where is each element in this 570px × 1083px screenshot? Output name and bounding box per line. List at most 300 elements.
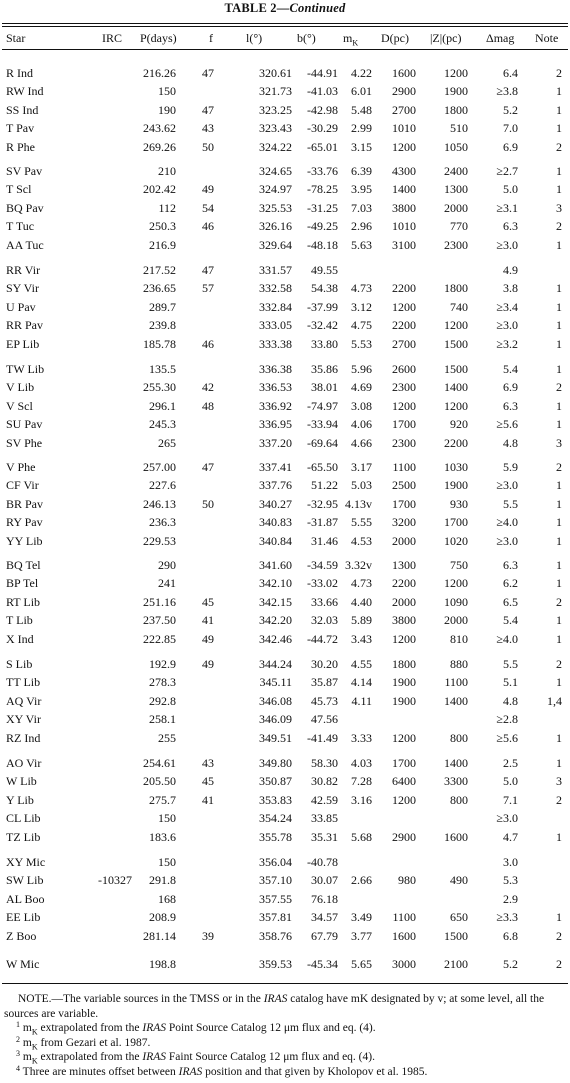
- cell-star: T Scl: [6, 182, 32, 197]
- cell-mk: 6.39: [351, 164, 372, 178]
- cell-mk: 4.13v: [345, 496, 372, 511]
- cell-z: 880: [450, 657, 468, 671]
- col-header-b: b(°): [297, 31, 316, 45]
- cell-f: 41: [202, 613, 214, 628]
- col-header-note: Note: [535, 31, 559, 45]
- cell-b: 33.66: [311, 594, 338, 609]
- cell-star: CL Lib: [6, 811, 41, 826]
- cell-period: 246.13: [143, 496, 176, 511]
- cell-note: 1: [556, 829, 562, 844]
- cell-mk: 4.53: [351, 533, 372, 548]
- cell-dmag: 2.5: [503, 756, 518, 770]
- cell-mk: 3.15: [351, 139, 372, 154]
- cell-period: 254.61: [143, 756, 176, 770]
- cell-note: 1: [556, 533, 562, 548]
- cell-period: 236.65: [143, 281, 176, 296]
- cell-d: 3800: [392, 200, 416, 215]
- cell-mk: 3.16: [351, 792, 372, 807]
- cell-period: 236.3: [149, 515, 176, 530]
- cell-l: 332.84: [259, 299, 292, 314]
- cell-f: 45: [202, 594, 214, 609]
- cell-period: 216.9: [149, 237, 176, 252]
- cell-mk: 4.22: [351, 66, 372, 80]
- cell-b: 45.73: [311, 693, 338, 708]
- cell-b: 33.80: [311, 336, 338, 351]
- cell-z: 2100: [444, 957, 468, 971]
- cell-l: 346.08: [259, 693, 292, 708]
- cell-star: SU Pav: [6, 417, 43, 432]
- table-row: [0, 910, 570, 924]
- cell-period: 296.1: [149, 398, 176, 413]
- cell-dmag: ≥3.8: [496, 84, 518, 99]
- cell-l: 344.24: [259, 657, 292, 671]
- cell-star: RY Pav: [6, 515, 43, 530]
- cell-b: -44.72: [307, 631, 338, 646]
- table-row: [0, 632, 570, 646]
- cell-l: 333.05: [259, 318, 292, 333]
- cell-star: AO Vir: [6, 756, 42, 770]
- cell-l: 326.16: [259, 219, 292, 234]
- cell-star: XY Mic: [6, 855, 46, 869]
- cell-note: 1: [556, 102, 562, 117]
- cell-l: 357.10: [259, 873, 292, 888]
- cell-period: 257.00: [143, 460, 176, 474]
- cell-l: 354.24: [259, 811, 292, 826]
- cell-period: 227.6: [149, 478, 176, 493]
- col-header-dmag: Δmag: [486, 31, 515, 45]
- cell-l: 341.60: [259, 558, 292, 572]
- cell-f: 47: [202, 66, 214, 80]
- cell-b: -42.98: [307, 102, 338, 117]
- cell-dmag: 6.9: [503, 139, 518, 154]
- cell-dmag: 4.8: [503, 693, 518, 708]
- cell-period: 217.52: [143, 263, 176, 277]
- cell-f: 54: [202, 200, 214, 215]
- cell-dmag: 5.5: [503, 657, 518, 671]
- cell-d: 2000: [392, 594, 416, 609]
- cell-b: -33.94: [307, 417, 338, 432]
- cell-star: X Ind: [6, 631, 34, 646]
- cell-d: 1900: [392, 693, 416, 708]
- cell-mk: 4.40: [351, 594, 372, 609]
- cell-note: 1: [556, 730, 562, 745]
- cell-z: 510: [450, 121, 468, 136]
- cell-b: -37.99: [307, 299, 338, 314]
- cell-mk: 4.11: [351, 693, 372, 708]
- cell-d: 2200: [392, 576, 416, 591]
- cell-d: 1200: [392, 398, 416, 413]
- cell-mk: 2.66: [351, 873, 372, 888]
- cell-f: 47: [202, 263, 214, 277]
- cell-period: 229.53: [143, 533, 176, 548]
- cell-period: 150: [158, 811, 176, 826]
- table-row: [0, 712, 570, 726]
- cell-d: 2200: [392, 318, 416, 333]
- cell-note: 3: [556, 774, 562, 789]
- cell-d: 1300: [392, 558, 416, 572]
- cell-z: 1500: [444, 336, 468, 351]
- table-row: [0, 774, 570, 788]
- cell-period: 241: [158, 576, 176, 591]
- cell-period: 112: [158, 200, 176, 215]
- table-row: [0, 417, 570, 431]
- cell-f: 49: [202, 182, 214, 197]
- table-row: [0, 892, 570, 906]
- cell-l: 342.10: [259, 576, 292, 591]
- cell-b: 67.79: [311, 928, 338, 943]
- table-row: [0, 793, 570, 807]
- cell-star: RR Pav: [6, 318, 44, 333]
- cell-mk: 4.06: [351, 417, 372, 432]
- cell-mk: 3.17: [351, 460, 372, 474]
- cell-star: SV Phe: [6, 435, 43, 450]
- cell-star: RT Lib: [6, 594, 41, 609]
- table-row: [0, 855, 570, 869]
- cell-z: 1300: [444, 182, 468, 197]
- cell-mk: 5.96: [351, 362, 372, 376]
- cell-dmag: 4.7: [503, 829, 518, 844]
- cell-mk: 4.73: [351, 281, 372, 296]
- cell-dmag: ≥3.1: [496, 200, 518, 215]
- cell-star: V Scl: [6, 398, 33, 413]
- cell-d: 3800: [392, 613, 416, 628]
- cell-z: 1020: [444, 533, 468, 548]
- bottom-rule: [2, 983, 568, 984]
- cell-dmag: 5.0: [503, 774, 518, 789]
- cell-star: YY Lib: [6, 533, 43, 548]
- cell-b: 42.59: [311, 792, 338, 807]
- cell-b: -44.91: [307, 66, 338, 80]
- cell-z: 1100: [444, 675, 468, 690]
- cell-note: 1: [556, 398, 562, 413]
- table-row: [0, 929, 570, 943]
- cell-dmag: 4.9: [503, 263, 518, 277]
- cell-mk: 4.69: [351, 380, 372, 395]
- cell-b: -30.29: [307, 121, 338, 136]
- table-row: [0, 164, 570, 178]
- cell-d: 1100: [392, 460, 416, 474]
- cell-period: 278.3: [149, 675, 176, 690]
- cell-d: 2900: [392, 829, 416, 844]
- cell-l: 359.53: [259, 957, 292, 971]
- cell-star: AL Boo: [6, 891, 45, 906]
- top-rule-2: [2, 26, 568, 27]
- cell-period: 150: [158, 855, 176, 869]
- cell-dmag: 7.0: [503, 121, 518, 136]
- cell-star: Y Lib: [6, 792, 34, 807]
- cell-dmag: 6.2: [503, 576, 518, 591]
- cell-l: 321.73: [259, 84, 292, 99]
- cell-dmag: 5.9: [503, 460, 518, 474]
- cell-z: 1200: [444, 398, 468, 413]
- cell-note: 1: [556, 675, 562, 690]
- cell-z: 1500: [444, 928, 468, 943]
- cell-star: SV Pav: [6, 164, 43, 178]
- cell-l: 337.20: [259, 435, 292, 450]
- cell-star: BP Tel: [6, 576, 39, 591]
- cell-star: TW Lib: [6, 362, 45, 376]
- cell-period: 255: [158, 730, 176, 745]
- cell-l: 358.76: [259, 928, 292, 943]
- cell-b: 31.46: [311, 533, 338, 548]
- cell-d: 2000: [392, 533, 416, 548]
- cell-mk: 5.55: [351, 515, 372, 530]
- table-row: [0, 830, 570, 844]
- cell-note: 2: [556, 792, 562, 807]
- cell-star: AA Tuc: [6, 237, 44, 252]
- cell-z: 2000: [444, 613, 468, 628]
- cell-mk: 3.77: [351, 928, 372, 943]
- table-row: [0, 399, 570, 413]
- table-row: [0, 263, 570, 277]
- cell-dmag: 6.4: [503, 66, 518, 80]
- cell-mk: 3.08: [351, 398, 372, 413]
- cell-l: 336.53: [259, 380, 292, 395]
- cell-note: 1: [556, 299, 562, 314]
- cell-star: AQ Vir: [6, 693, 42, 708]
- cell-dmag: ≥3.0: [496, 478, 518, 493]
- cell-mk: 3.95: [351, 182, 372, 197]
- cell-star: W Mic: [6, 957, 40, 971]
- cell-note: 1: [556, 478, 562, 493]
- cell-l: 349.80: [259, 756, 292, 770]
- cell-b: -34.59: [307, 558, 338, 572]
- cell-d: 1700: [392, 756, 416, 770]
- cell-mk: 6.01: [351, 84, 372, 99]
- cell-d: 3000: [392, 957, 416, 971]
- cell-z: 1400: [444, 756, 468, 770]
- cell-d: 2300: [392, 380, 416, 395]
- cell-dmag: 3.0: [503, 855, 518, 869]
- cell-period: 210: [158, 164, 176, 178]
- cell-f: 45: [202, 774, 214, 789]
- cell-d: 1010: [392, 219, 416, 234]
- cell-period: 290: [158, 558, 176, 572]
- cell-f: 43: [202, 756, 214, 770]
- cell-mk: 4.03: [351, 756, 372, 770]
- cell-dmag: 6.8: [503, 928, 518, 943]
- cell-z: 1700: [444, 515, 468, 530]
- table-row: [0, 694, 570, 708]
- col-header-f: f: [209, 31, 213, 45]
- cell-period: 281.14: [143, 928, 176, 943]
- col-header-mk: $m_K$: [343, 31, 359, 48]
- table-row: [0, 140, 570, 154]
- cell-b: 34.57: [311, 910, 338, 925]
- footnote-2: $^2$ $m_K$ from Gezari et al. 1987.: [16, 1034, 151, 1051]
- note-main: NOTE.—The variable sources in the TMSS or in the IRAS catalog have mK designated by v; at some level, all the sources are variable.: [4, 993, 545, 1020]
- cell-note: 1: [556, 362, 562, 376]
- cell-b: 30.07: [311, 873, 338, 888]
- cell-l: 340.84: [259, 533, 292, 548]
- table-row: [0, 657, 570, 671]
- cell-period: 250.3: [149, 219, 176, 234]
- cell-star: SW Lib: [6, 873, 44, 888]
- cell-dmag: 6.5: [503, 594, 518, 609]
- cell-l: 337.41: [259, 460, 292, 474]
- cell-note: 1: [556, 281, 562, 296]
- cell-z: 3300: [444, 774, 468, 789]
- cell-mk: 4.14: [351, 675, 372, 690]
- cell-period: 289.7: [149, 299, 176, 314]
- cell-dmag: 3.8: [503, 281, 518, 296]
- table-row: [0, 337, 570, 351]
- cell-f: 50: [202, 139, 214, 154]
- top-rule: [2, 23, 568, 24]
- cell-note: 2: [556, 66, 562, 80]
- cell-d: 1010: [392, 121, 416, 136]
- cell-d: 4300: [392, 164, 416, 178]
- cell-z: 1500: [444, 362, 468, 376]
- cell-d: 1700: [392, 417, 416, 432]
- table-row: [0, 84, 570, 98]
- table-row: [0, 201, 570, 215]
- cell-f: 49: [202, 657, 214, 671]
- cell-period: 239.8: [149, 318, 176, 333]
- cell-z: 1800: [444, 102, 468, 117]
- cell-z: 2200: [444, 435, 468, 450]
- cell-dmag: ≥3.0: [496, 237, 518, 252]
- cell-period: 237.50: [143, 613, 176, 628]
- cell-z: 1400: [444, 693, 468, 708]
- cell-z: 1900: [444, 478, 468, 493]
- cell-l: 336.38: [259, 362, 292, 376]
- cell-star: Z Boo: [6, 928, 37, 943]
- cell-mk: 4.73: [351, 576, 372, 591]
- table-row: [0, 362, 570, 376]
- cell-note: 3: [556, 435, 562, 450]
- cell-z: 740: [450, 299, 468, 314]
- cell-l: 357.81: [259, 910, 292, 925]
- cell-z: 1800: [444, 281, 468, 296]
- cell-b: 38.01: [311, 380, 338, 395]
- cell-b: -74.97: [307, 398, 338, 413]
- cell-note: 3: [556, 200, 562, 215]
- cell-z: 1600: [444, 829, 468, 844]
- cell-z: 1200: [444, 66, 468, 80]
- cell-dmag: 6.3: [503, 219, 518, 234]
- cell-d: 6400: [392, 774, 416, 789]
- cell-note: 1: [556, 318, 562, 333]
- cell-d: 980: [398, 873, 416, 888]
- cell-f: 57: [202, 281, 214, 296]
- cell-z: 490: [450, 873, 468, 888]
- cell-dmag: ≥3.0: [496, 811, 518, 826]
- cell-mk: 3.33: [351, 730, 372, 745]
- cell-dmag: 5.2: [503, 957, 518, 971]
- cell-z: 800: [450, 730, 468, 745]
- cell-star: S Lib: [6, 657, 33, 671]
- cell-l: 350.87: [259, 774, 292, 789]
- cell-period: 245.3: [149, 417, 176, 432]
- cell-l: 342.46: [259, 631, 292, 646]
- cell-l: 323.43: [259, 121, 292, 136]
- cell-star: XY Vir: [6, 712, 41, 727]
- table-row: [0, 558, 570, 572]
- cell-period: 205.50: [143, 774, 176, 789]
- cell-mk: 2.96: [351, 219, 372, 234]
- cell-z: 810: [450, 631, 468, 646]
- cell-d: 1200: [392, 299, 416, 314]
- cell-l: 324.22: [259, 139, 292, 154]
- cell-z: 2300: [444, 237, 468, 252]
- cell-d: 1800: [392, 657, 416, 671]
- cell-period: 183.6: [149, 829, 176, 844]
- cell-l: 325.53: [259, 200, 292, 215]
- cell-mk: 5.63: [351, 237, 372, 252]
- table-row: [0, 873, 570, 887]
- cell-period: 275.7: [149, 792, 176, 807]
- cell-dmag: ≥2.7: [496, 164, 518, 178]
- cell-l: 356.04: [259, 855, 292, 869]
- cell-dmag: ≥4.0: [496, 515, 518, 530]
- cell-irc: -10327: [98, 873, 132, 888]
- table-row: [0, 300, 570, 314]
- cell-star: T Pav: [6, 121, 35, 136]
- cell-f: 47: [202, 460, 214, 474]
- cell-star: RR Vir: [6, 263, 41, 277]
- cell-l: 323.25: [259, 102, 292, 117]
- cell-z: 2400: [444, 164, 468, 178]
- cell-b: 76.18: [311, 891, 338, 906]
- cell-dmag: ≥2.8: [496, 712, 518, 727]
- table-row: [0, 731, 570, 745]
- table-row: [0, 613, 570, 627]
- cell-d: 3200: [392, 515, 416, 530]
- table-row: [0, 957, 570, 971]
- cell-f: 42: [202, 380, 214, 395]
- table-row: [0, 182, 570, 196]
- cell-mk: 5.53: [351, 336, 372, 351]
- cell-dmag: 5.1: [503, 675, 518, 690]
- cell-period: 202.42: [143, 182, 176, 197]
- cell-period: 185.78: [143, 336, 176, 351]
- table-row: [0, 595, 570, 609]
- cell-f: 49: [202, 631, 214, 646]
- cell-l: 355.78: [259, 829, 292, 844]
- cell-z: 1200: [444, 576, 468, 591]
- cell-b: -33.02: [307, 576, 338, 591]
- cell-dmag: 5.4: [503, 362, 518, 376]
- col-header-irc: IRC: [102, 31, 123, 45]
- cell-b: -31.25: [307, 200, 338, 215]
- cell-d: 1200: [392, 631, 416, 646]
- cell-b: -33.76: [307, 164, 338, 178]
- cell-dmag: 5.4: [503, 613, 518, 628]
- cell-dmag: ≥3.3: [496, 910, 518, 925]
- cell-dmag: ≥5.6: [496, 417, 518, 432]
- cell-z: 1050: [444, 139, 468, 154]
- footnote-1: $^1$ $m_K$ extrapolated from the IRAS Point Source Catalog 12 μm flux and eq. (4).: [16, 1020, 376, 1037]
- cell-d: 1200: [392, 730, 416, 745]
- cell-b: -49.25: [307, 219, 338, 234]
- cell-mk: 4.75: [351, 318, 372, 333]
- cell-f: 46: [202, 219, 214, 234]
- cell-star: TZ Lib: [6, 829, 41, 844]
- footnote-4: $^4$ Three are minutes offset between IRAS position and that given by Kholopov et al. 1985.: [16, 1063, 428, 1078]
- cell-note: 1: [556, 237, 562, 252]
- table-row: [0, 281, 570, 295]
- table-row: [0, 534, 570, 548]
- cell-l: 349.51: [259, 730, 292, 745]
- cell-z: 800: [450, 792, 468, 807]
- cell-l: 353.83: [259, 792, 292, 807]
- cell-note: 1: [556, 515, 562, 530]
- cell-b: 54.38: [311, 281, 338, 296]
- cell-note: 1: [556, 417, 562, 432]
- cell-d: 3100: [392, 237, 416, 252]
- cell-star: EP Lib: [6, 336, 40, 351]
